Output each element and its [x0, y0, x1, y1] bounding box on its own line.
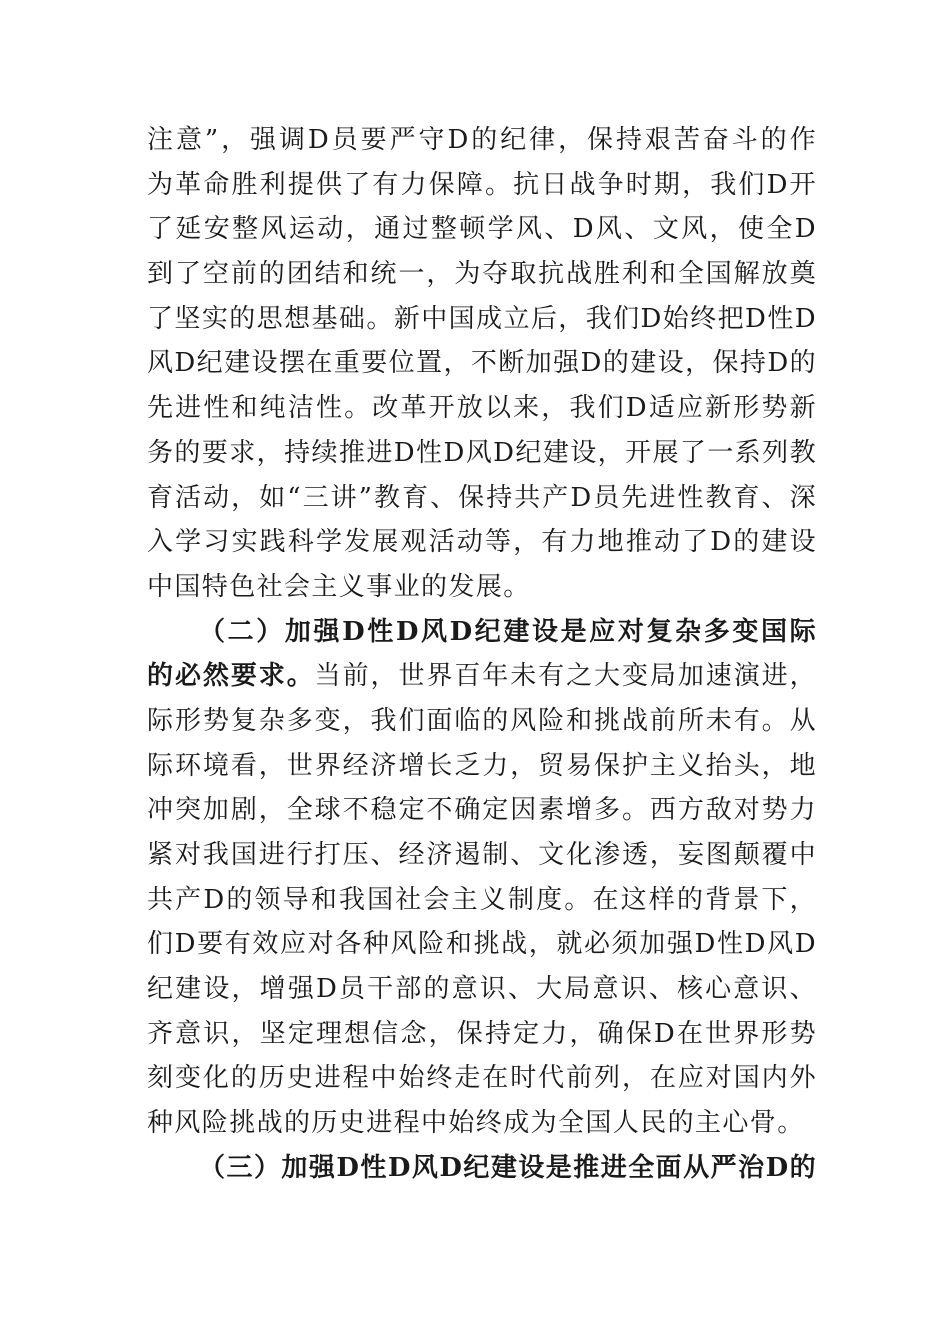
section-3-heading: （三）加强D性D风D纪建设是推进全面从严治D的: [199, 1152, 817, 1183]
paragraph-2-line: 紧对我国进行打压、经济遏制、文化渗透，妄图颠覆中: [147, 840, 817, 870]
paragraph-2-last-line: 种风险挑战的历史进程中始终成为全国人民的主心骨。: [147, 1108, 805, 1139]
paragraph-1-line: 注意”，强调D员要严守D的纪律，保持艰苦奋斗的作: [147, 125, 817, 155]
paragraph-1-line: 到了空前的团结和统一，为夺取抗战胜利和全国解放奠: [147, 259, 817, 290]
paragraph-1-line: 务的要求，持续推进D性D风D纪建设，开展了一系列教: [147, 437, 817, 468]
paragraph-2-line: 际形势复杂多变，我们面临的风险和挑战前所未有。从: [147, 705, 817, 736]
paragraph-2-line: 共产D的领导和我国社会主义制度。在这样的背景下，: [147, 884, 817, 915]
paragraph-2-line-mixed: [147, 654, 817, 699]
paragraph-2-line-rest: 当前，世界百年未有之大变局加速演进，: [314, 661, 817, 692]
paragraph-1-line: 育活动，如“三讲”教育、保持共产D员先进性教育、深: [147, 482, 817, 513]
paragraph-2-line: 刻变化的历史进程中始终走在时代前列，在应对国内外: [147, 1063, 817, 1094]
paragraph-1-line: 了坚实的思想基础。新中国成立后，我们D始终把D性D: [147, 303, 817, 334]
paragraph-2-line: 纪建设，增强D员干部的意识、大局意识、核心意识、: [147, 974, 817, 1005]
paragraph-1-last-line: 中国特色社会主义事业的发展。: [147, 571, 531, 602]
paragraph-1-line: 入学习实践科学发展观活动等，有力地推动了D的建设: [147, 527, 817, 558]
paragraph-1-line: 先进性和纯洁性。改革开放以来，我们D适应新形势新: [147, 393, 817, 424]
paragraph-1-line: 风D纪建设摆在重要位置，不断加强D的建设，保持D的: [147, 348, 817, 379]
section-2-heading-end: 的必然要求。: [147, 661, 315, 692]
section-2-heading: （二）加强D性D风D纪建设是应对复杂多变国际: [199, 616, 817, 647]
paragraph-2-line: 齐意识，坚定理想信念，保持定力，确保D在世界形势: [147, 1018, 817, 1049]
paragraph-2-line: 冲突加剧，全球不稳定不确定因素增多。西方敌对势力: [147, 795, 817, 826]
paragraph-2-line: 际环境看，世界经济增长乏力，贸易保护主义抬头，地: [147, 750, 817, 781]
body-text: [147, 118, 817, 1191]
paragraph-2-line: 们D要有效应对各种风险和挑战，就必须加强D性D风D: [147, 929, 817, 960]
paragraph-1-line: 为革命胜利提供了有力保障。抗日战争时期，我们D开: [147, 169, 817, 200]
paragraph-1-line: 了延安整风运动，通过整顿学风、D风、文风，使全D: [147, 214, 817, 245]
